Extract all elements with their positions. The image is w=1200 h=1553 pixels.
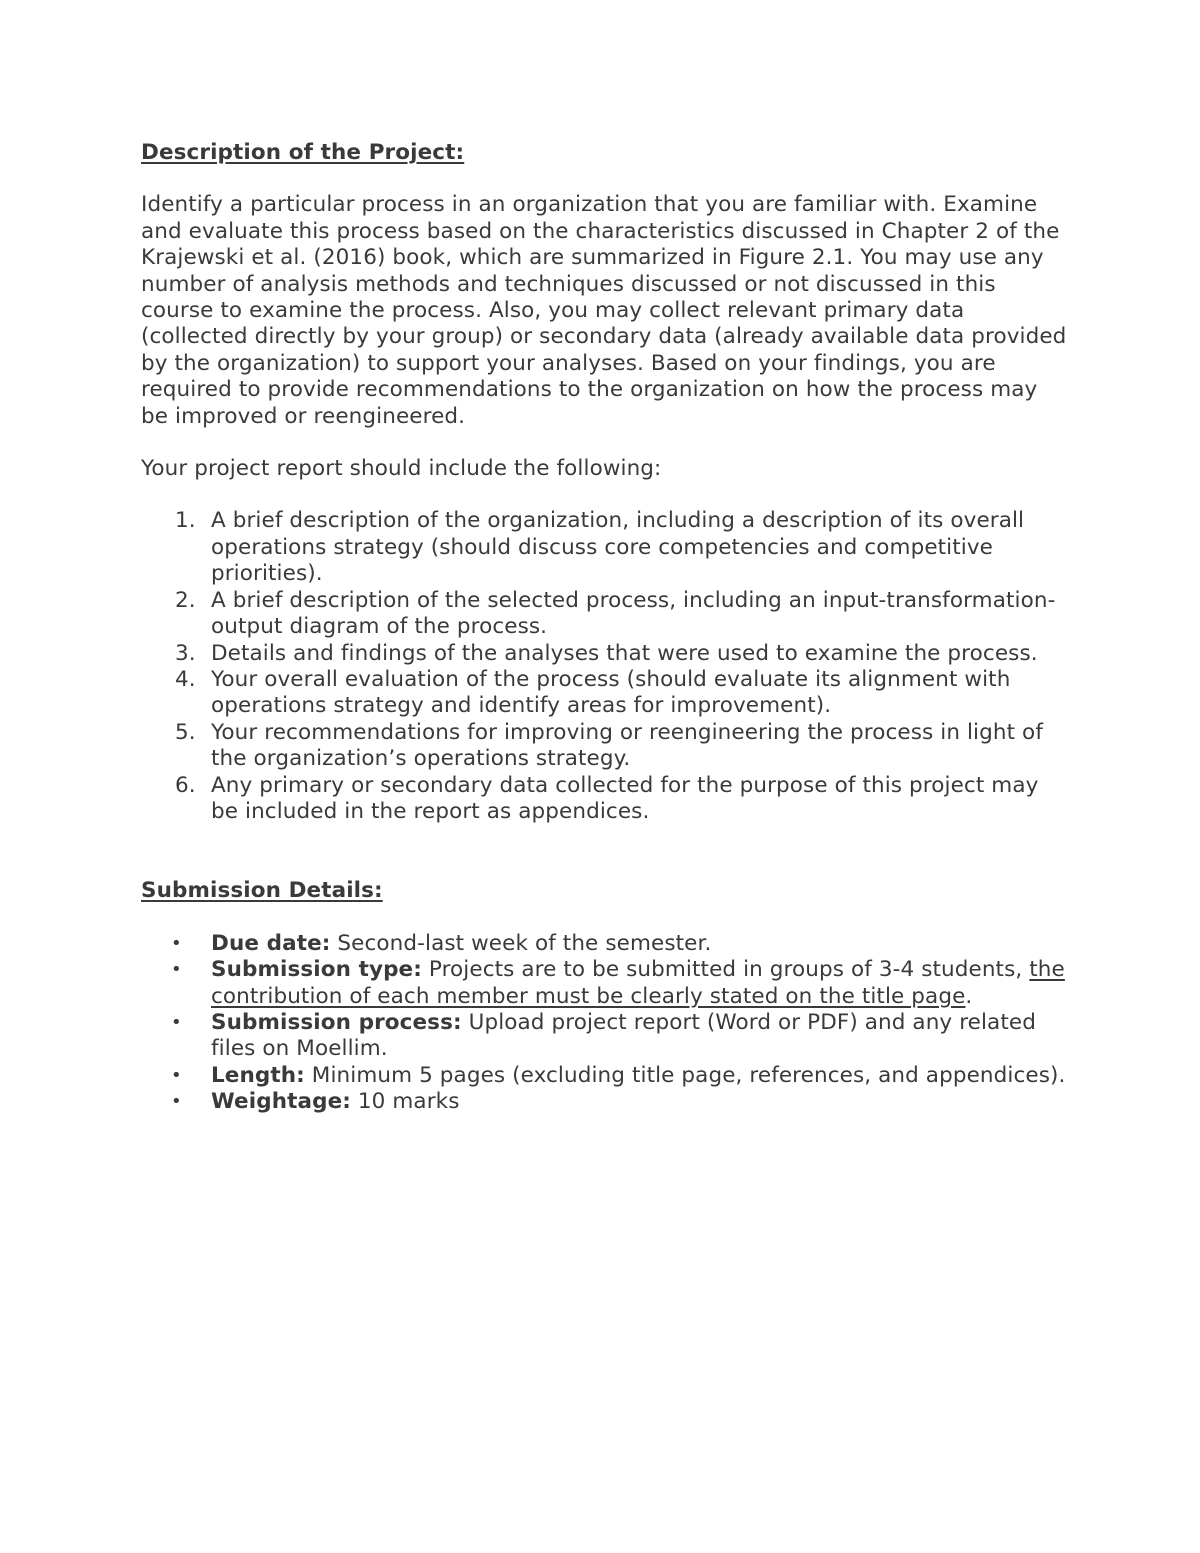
submission-type-end: . (965, 983, 973, 1009)
list-item-text: Details and findings of the analyses that were used to examine the process. (211, 640, 1038, 666)
weightage-text: 10 marks (350, 1089, 460, 1115)
list-item (141, 773, 1066, 826)
weightage-label: Weightage: (211, 1089, 351, 1115)
list-number: 2. (175, 587, 196, 613)
list-number: 5. (175, 719, 196, 745)
list-item (141, 641, 1066, 667)
list-item (141, 720, 1066, 773)
description-intro: Identify a particular process in an organization that you are familiar with. Examine and evaluate this process based on the characteristics discussed in Chapter 2 of the Krajewski et al. (2016) book, which are summarized in Figure 2.1. You may use any number of analysis methods and techniques discussed or not discussed in this course to examine the process. Also, you may collect relevant primary data (collected directly by your group) or secondary data (already available data provided by the organization) to support your analyses. Based on your findings, you are required to provide recommendations to the organization on how the process may be improved or reengineered. (141, 192, 1067, 429)
list-number: 3. (175, 640, 196, 666)
list-item-text: A brief description of the selected process, including an input-transformation-output diagram of the process. (211, 587, 1056, 640)
list-number: 4. (175, 666, 196, 692)
submission-process-text: Upload project report (Word or PDF) and any related files on Moellim. (211, 1009, 1036, 1062)
submission-process-label: Submission process: (211, 1009, 462, 1035)
report-requirements-list (141, 508, 1060, 825)
submission-item-weightage (141, 1089, 1066, 1115)
bullet-icon: • (171, 1091, 182, 1113)
length-label: Length: (211, 1062, 305, 1088)
list-item (141, 667, 1066, 720)
bullet-icon: • (171, 959, 182, 981)
bullet-icon: • (171, 932, 182, 954)
submission-heading: Submission Details: (141, 878, 383, 904)
report-lead: Your project report should include the following: (141, 456, 662, 482)
bullet-icon: • (171, 1011, 182, 1033)
due-date-label: Due date: (211, 930, 331, 956)
bullet-icon: • (171, 1064, 182, 1086)
due-date-text: Second-last week of the semester. (330, 930, 712, 956)
submission-item-due-date (141, 931, 1066, 957)
length-text: Minimum 5 pages (excluding title page, references, and appendices). (304, 1062, 1066, 1088)
list-number: 6. (175, 772, 196, 798)
list-item-text: Your recommendations for improving or reengineering the process in light of the organization’s operations strategy. (211, 719, 1043, 772)
submission-item-process (141, 1010, 1066, 1063)
list-item-text: Your overall evaluation of the process (should evaluate its alignment with operations strategy and identify areas for improvement). (211, 666, 1011, 719)
submission-item-length (141, 1063, 1066, 1089)
list-item (141, 588, 1066, 641)
submission-item-type (141, 957, 1066, 1010)
submission-type-label: Submission type: (211, 957, 422, 983)
list-item (141, 508, 1066, 587)
description-heading: Description of the Project: (141, 140, 465, 165)
submission-type-underlined: the contribution of each member must be clearly stated on the title page (211, 957, 1065, 1009)
list-number: 1. (175, 508, 196, 534)
list-item-text: Any primary or secondary data collected for the purpose of this project may be included in the report as appendices. (211, 772, 1039, 824)
submission-details-list (141, 930, 1066, 1116)
submission-type-text: Projects are to be submitted in groups of 3-4 students, (421, 957, 1030, 983)
list-item-text: A brief description of the organization, including a description of its overall operations strategy (should discuss core competencies and competitive priorities). (211, 508, 1025, 587)
